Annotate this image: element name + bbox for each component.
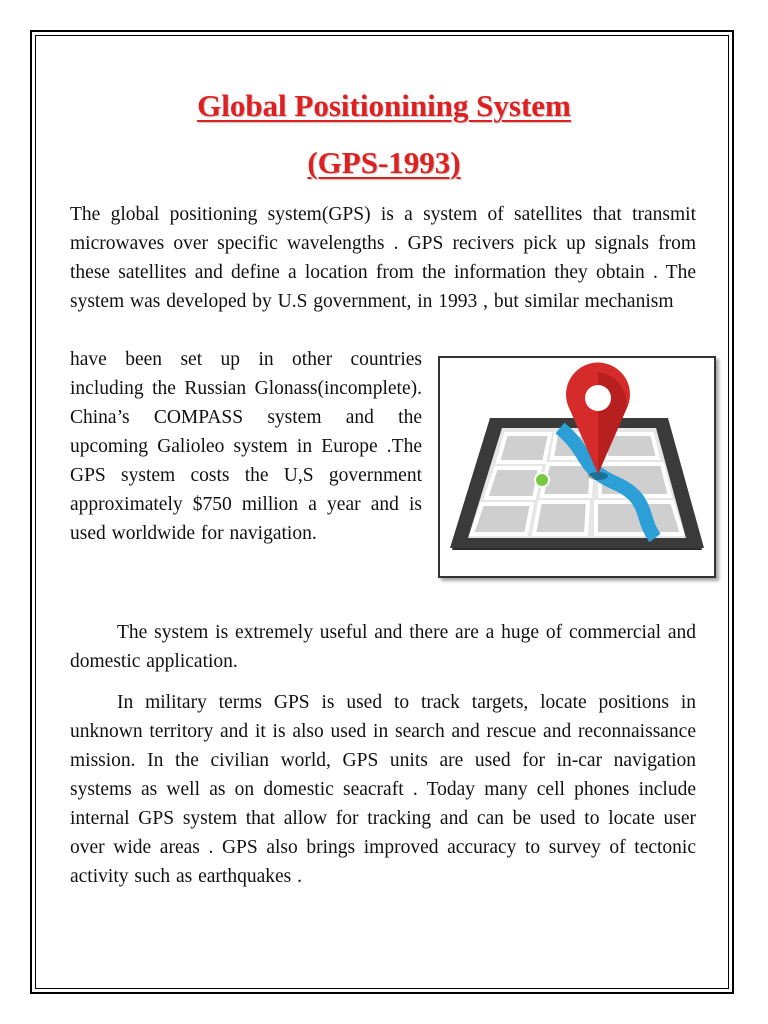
paragraph-military-civilian: In military terms GPS is used to track targets, locate positions in unknown territory and it is also used in search and rescue and reconnaissance mission. In the civilian world, GPS units are used for in-car navigation systems as well as on domestic seacraft . Today many cell phones include internal GPS system that allow for tracking and can be used to locate user over wide areas . GPS also brings improved accuracy to survey of tectonic activity such as earthquakes . (70, 692, 696, 887)
paragraph-intro-continued: have been set up in other countries including the Russian Glonass(incomplete). China’s COMPASS system and the upcoming Galioleo system in Europe .The GPS system costs the U,S government approximately $750 million a year and is used worldwide for navigation. (70, 349, 422, 544)
gps-tablet-map-pin-icon (440, 358, 714, 576)
map-location-dot (535, 473, 549, 487)
paragraph-intro: The global positioning system(GPS) is a system of satellites that transmit microwaves over specific wavelengths . GPS recivers pick up signals from these satellites and define a location from the information they obtain . The system was developed by U.S government, in 1993 , but similar mechanism (70, 204, 696, 312)
page-title: Global Positionining System (197, 88, 571, 123)
gps-illustration (438, 356, 716, 578)
page-subtitle: (GPS-1993) (307, 145, 461, 180)
paragraph-usefulness: The system is extremely useful and there are a huge of commercial and domestic application. (70, 622, 696, 672)
map-pin-center (585, 385, 611, 411)
